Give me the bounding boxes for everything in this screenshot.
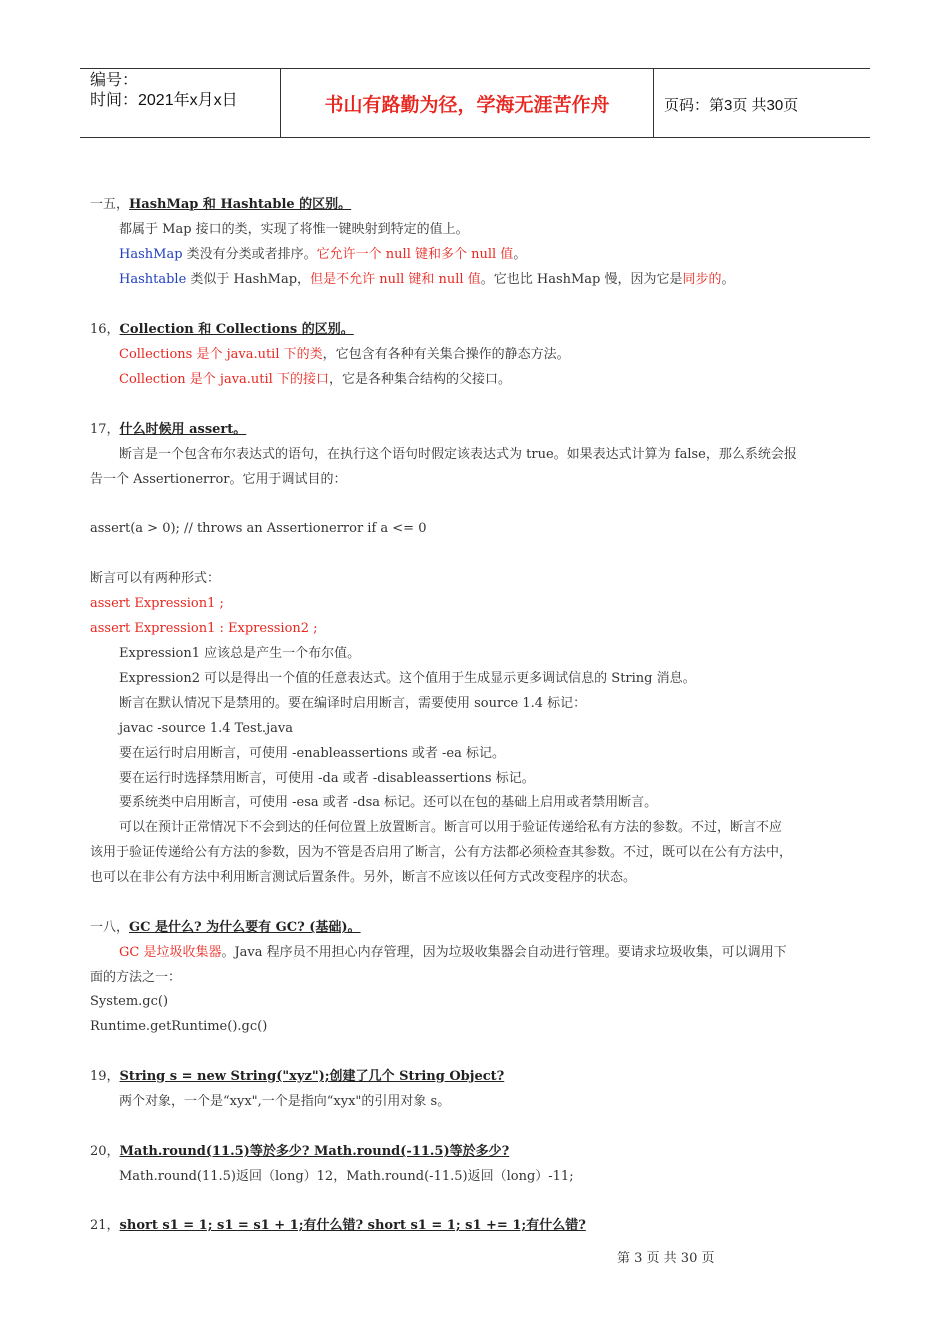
header-motto: 书山有路勤为径，学海无涯苦作舟 bbox=[324, 94, 610, 116]
assert-code-example: assert(a > 0); // throws an Assertionerror if a <= 0 bbox=[90, 521, 427, 536]
section-16-heading: 16，Collection 和 Collections 的区别。 bbox=[90, 322, 354, 337]
page-header bbox=[80, 68, 870, 138]
section-17-line-e4: javac -source 1.4 Test.java bbox=[119, 721, 293, 736]
doc-number-label: 编号： bbox=[90, 72, 139, 89]
assert-form-1: assert Expression1 ; bbox=[90, 596, 224, 611]
section-19-heading: 19，String s = new String("xyz");创建了几个 String Object? bbox=[90, 1069, 505, 1084]
header-motto-cell bbox=[281, 69, 654, 137]
section-15-title: HashMap 和 Hashtable 的区别。 bbox=[129, 197, 352, 212]
section-18-line-3: System.gc() bbox=[90, 994, 169, 1009]
section-17-line-e1: Expression1 应该总是产生一个布尔值。 bbox=[119, 646, 361, 661]
section-17-heading: 17，什么时候用 assert。 bbox=[90, 422, 247, 437]
section-18-heading: 一八，GC 是什么? 为什么要有 GC? (基础)。 bbox=[90, 920, 361, 935]
header-page-info: 页码：第3页 共30页 bbox=[664, 97, 799, 114]
header-page-cell bbox=[654, 69, 870, 137]
section-16-line-1: Collections 是个 java.util 下的类，它包含有各种有关集合操作的静态方法。 bbox=[119, 347, 570, 362]
section-17-title: 什么时候用 assert。 bbox=[119, 422, 247, 437]
section-20-title: Math.round(11.5)等於多少? Math.round(-11.5)等於多少? bbox=[119, 1144, 510, 1159]
section-16-line-2: Collection 是个 java.util 下的接口，它是各种集合结构的父接口。 bbox=[119, 372, 511, 387]
section-15-line-3: Hashtable 类似于 HashMap，但是不允许 null 键和 null 值。它也比 HashMap 慢，因为它是同步的。 bbox=[119, 272, 735, 287]
section-19-line-1: 两个对象，一个是“xyx",一个是指向“xyx"的引用对象 s。 bbox=[119, 1094, 451, 1109]
section-19-title: String s = new String("xyz");创建了几个 String Object? bbox=[119, 1069, 505, 1084]
section-15-line-1: 都属于 Map 接口的类，实现了将惟一键映射到特定的值上。 bbox=[119, 222, 469, 237]
section-20-line-1: Math.round(11.5)返回（long）12，Math.round(-11.5)返回（long）-11; bbox=[119, 1169, 574, 1184]
section-17-line-e9: 该用于验证传递给公有方法的参数，因为不管是否启用了断言，公有方法都必须检查其参数。不过，既可以在公有方法中， bbox=[90, 845, 793, 860]
section-17-line-e5: 要在运行时启用断言，可使用 -enableassertions 或者 -ea 标记。 bbox=[119, 746, 506, 761]
page-footer: 第 3 页 共 30 页 bbox=[617, 1251, 715, 1266]
section-17-line-e3: 断言在默认情况下是禁用的。要在编译时启用断言，需要使用 source 1.4 标记： bbox=[119, 696, 587, 711]
section-15-line-2: HashMap 类没有分类或者排序。它允许一个 null 键和多个 null 值。 bbox=[119, 247, 527, 262]
section-17-para-1: 断言是一个包含布尔表达式的语句，在执行这个语句时假定该表达式为 true。如果表达式计算为 false，那么系统会报 bbox=[119, 447, 797, 462]
header-meta-cell bbox=[80, 69, 281, 137]
section-18-title: GC 是什么? 为什么要有 GC? (基础)。 bbox=[129, 920, 361, 935]
section-17-line-e8: 可以在预计正常情况下不会到达的任何位置上放置断言。断言可以用于验证传递给私有方法的参数。不过，断言不应 bbox=[119, 820, 783, 835]
section-17-line-e7: 要系统类中启用断言，可使用 -esa 或者 -dsa 标记。还可以在包的基础上启用或者禁用断言。 bbox=[119, 795, 658, 810]
section-20-heading: 20，Math.round(11.5)等於多少? Math.round(-11.5)等於多少? bbox=[90, 1144, 510, 1159]
section-18-line-1: GC 是垃圾收集器。Java 程序员不用担心内存管理，因为垃圾收集器会自动进行管理。要请求垃圾收集，可以调用下 bbox=[119, 945, 787, 960]
section-17-line-e10: 也可以在非公有方法中利用断言测试后置条件。另外，断言不应该以任何方式改变程序的状态。 bbox=[90, 870, 637, 885]
doc-date-label: 时间：2021年x月x日 bbox=[90, 92, 238, 109]
assert-forms-intro: 断言可以有两种形式： bbox=[90, 571, 221, 586]
section-15-heading: 一五，HashMap 和 Hashtable 的区别。 bbox=[90, 197, 352, 212]
section-17-line-e2: Expression2 可以是得出一个值的任意表达式。这个值用于生成显示更多调试信息的 String 消息。 bbox=[119, 671, 696, 686]
section-18-line-2: 面的方法之一： bbox=[90, 970, 182, 985]
section-21-title: short s1 = 1; s1 = s1 + 1;有什么错? short s1 = 1; s1 += 1;有什么错? bbox=[119, 1218, 586, 1233]
section-17-para-1-cont: 告一个 Assertionerror。它用于调试目的： bbox=[90, 472, 347, 487]
section-17-line-e6: 要在运行时选择禁用断言，可使用 -da 或者 -disableassertions 标记。 bbox=[119, 771, 535, 786]
section-16-title: Collection 和 Collections 的区别。 bbox=[119, 322, 354, 337]
section-18-line-4: Runtime.getRuntime().gc() bbox=[90, 1019, 268, 1034]
assert-form-2: assert Expression1 : Expression2 ; bbox=[90, 621, 318, 636]
section-21-heading: 21，short s1 = 1; s1 = s1 + 1;有什么错? short s1 = 1; s1 += 1;有什么错? bbox=[90, 1218, 586, 1233]
